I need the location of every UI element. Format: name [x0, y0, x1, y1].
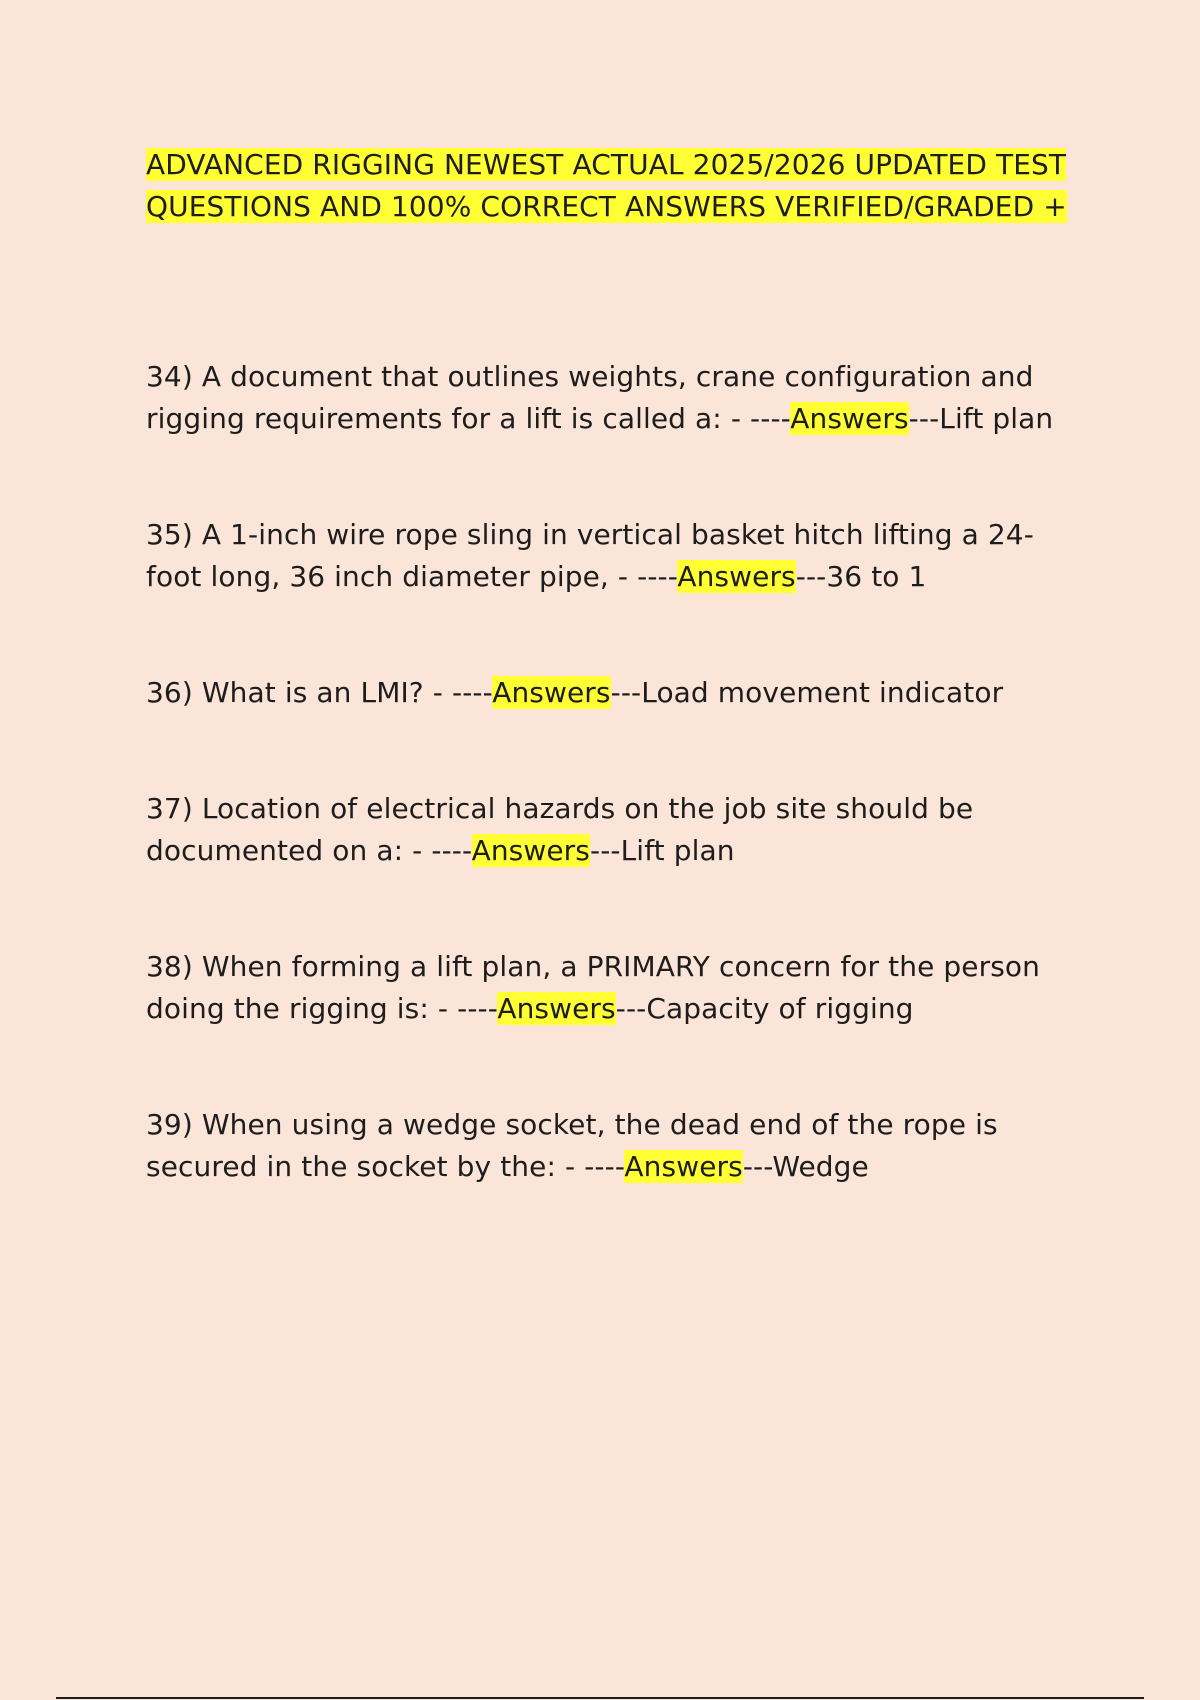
- qa-list: [146, 356, 1076, 1188]
- document-title: [146, 144, 1076, 228]
- question-text: 38) When forming a lift plan, a PRIMARY concern for the person doing the rigging is:: [146, 950, 1040, 1025]
- qa-item: [146, 1104, 1076, 1188]
- answer-text: Lift plan: [939, 402, 1054, 435]
- answer-prefix: - ----: [423, 676, 493, 709]
- bottom-divider: [56, 1697, 1144, 1699]
- qa-item: [146, 672, 1076, 714]
- answer-separator: ---: [908, 402, 940, 435]
- answer-prefix: - ----: [403, 834, 472, 867]
- answer-separator: ---: [795, 560, 827, 593]
- answer-text: Capacity of rigging: [646, 992, 914, 1025]
- answer-label: Answers: [497, 992, 616, 1025]
- document-content: [146, 144, 1076, 1262]
- answer-label: Answers: [492, 676, 611, 709]
- answer-label: Answers: [471, 834, 590, 867]
- qa-item: [146, 788, 1076, 872]
- question-text: 39) When using a wedge socket, the dead end of the rope is secured in the socket by the:: [146, 1108, 998, 1183]
- question-text: 34) A document that outlines weights, crane configuration and rigging requirements for a lift is called a:: [146, 360, 1034, 435]
- answer-separator: ---: [742, 1150, 773, 1183]
- answer-prefix: - ----: [556, 1150, 625, 1183]
- answer-label: Answers: [790, 402, 909, 435]
- answer-prefix: - ----: [608, 560, 678, 593]
- answer-prefix: - ----: [721, 402, 791, 435]
- document-title-text: ADVANCED RIGGING NEWEST ACTUAL 2025/2026 UPDATED TEST QUESTIONS AND 100% CORRECT ANSWERS VERIFIED/GRADED +: [146, 148, 1067, 223]
- answer-text: Lift plan: [620, 834, 735, 867]
- answer-text: 36 to 1: [826, 560, 927, 593]
- answer-prefix: - ----: [428, 992, 498, 1025]
- answer-text: Wedge: [772, 1150, 869, 1183]
- answer-label: Answers: [677, 560, 796, 593]
- qa-item: [146, 514, 1076, 598]
- question-text: 37) Location of electrical hazards on the job site should be documented on a:: [146, 792, 974, 867]
- qa-item: [146, 356, 1076, 440]
- question-text: 36) What is an LMI?: [146, 676, 424, 709]
- answer-text: Load movement indicator: [641, 676, 1004, 709]
- answer-separator: ---: [589, 834, 621, 867]
- answer-label: Answers: [624, 1150, 743, 1183]
- answer-separator: ---: [615, 992, 647, 1025]
- question-text: 35) A 1-inch wire rope sling in vertical basket hitch lifting a 24-foot long, 36 inch diameter pipe,: [146, 518, 1034, 593]
- qa-item: [146, 946, 1076, 1030]
- answer-separator: ---: [610, 676, 642, 709]
